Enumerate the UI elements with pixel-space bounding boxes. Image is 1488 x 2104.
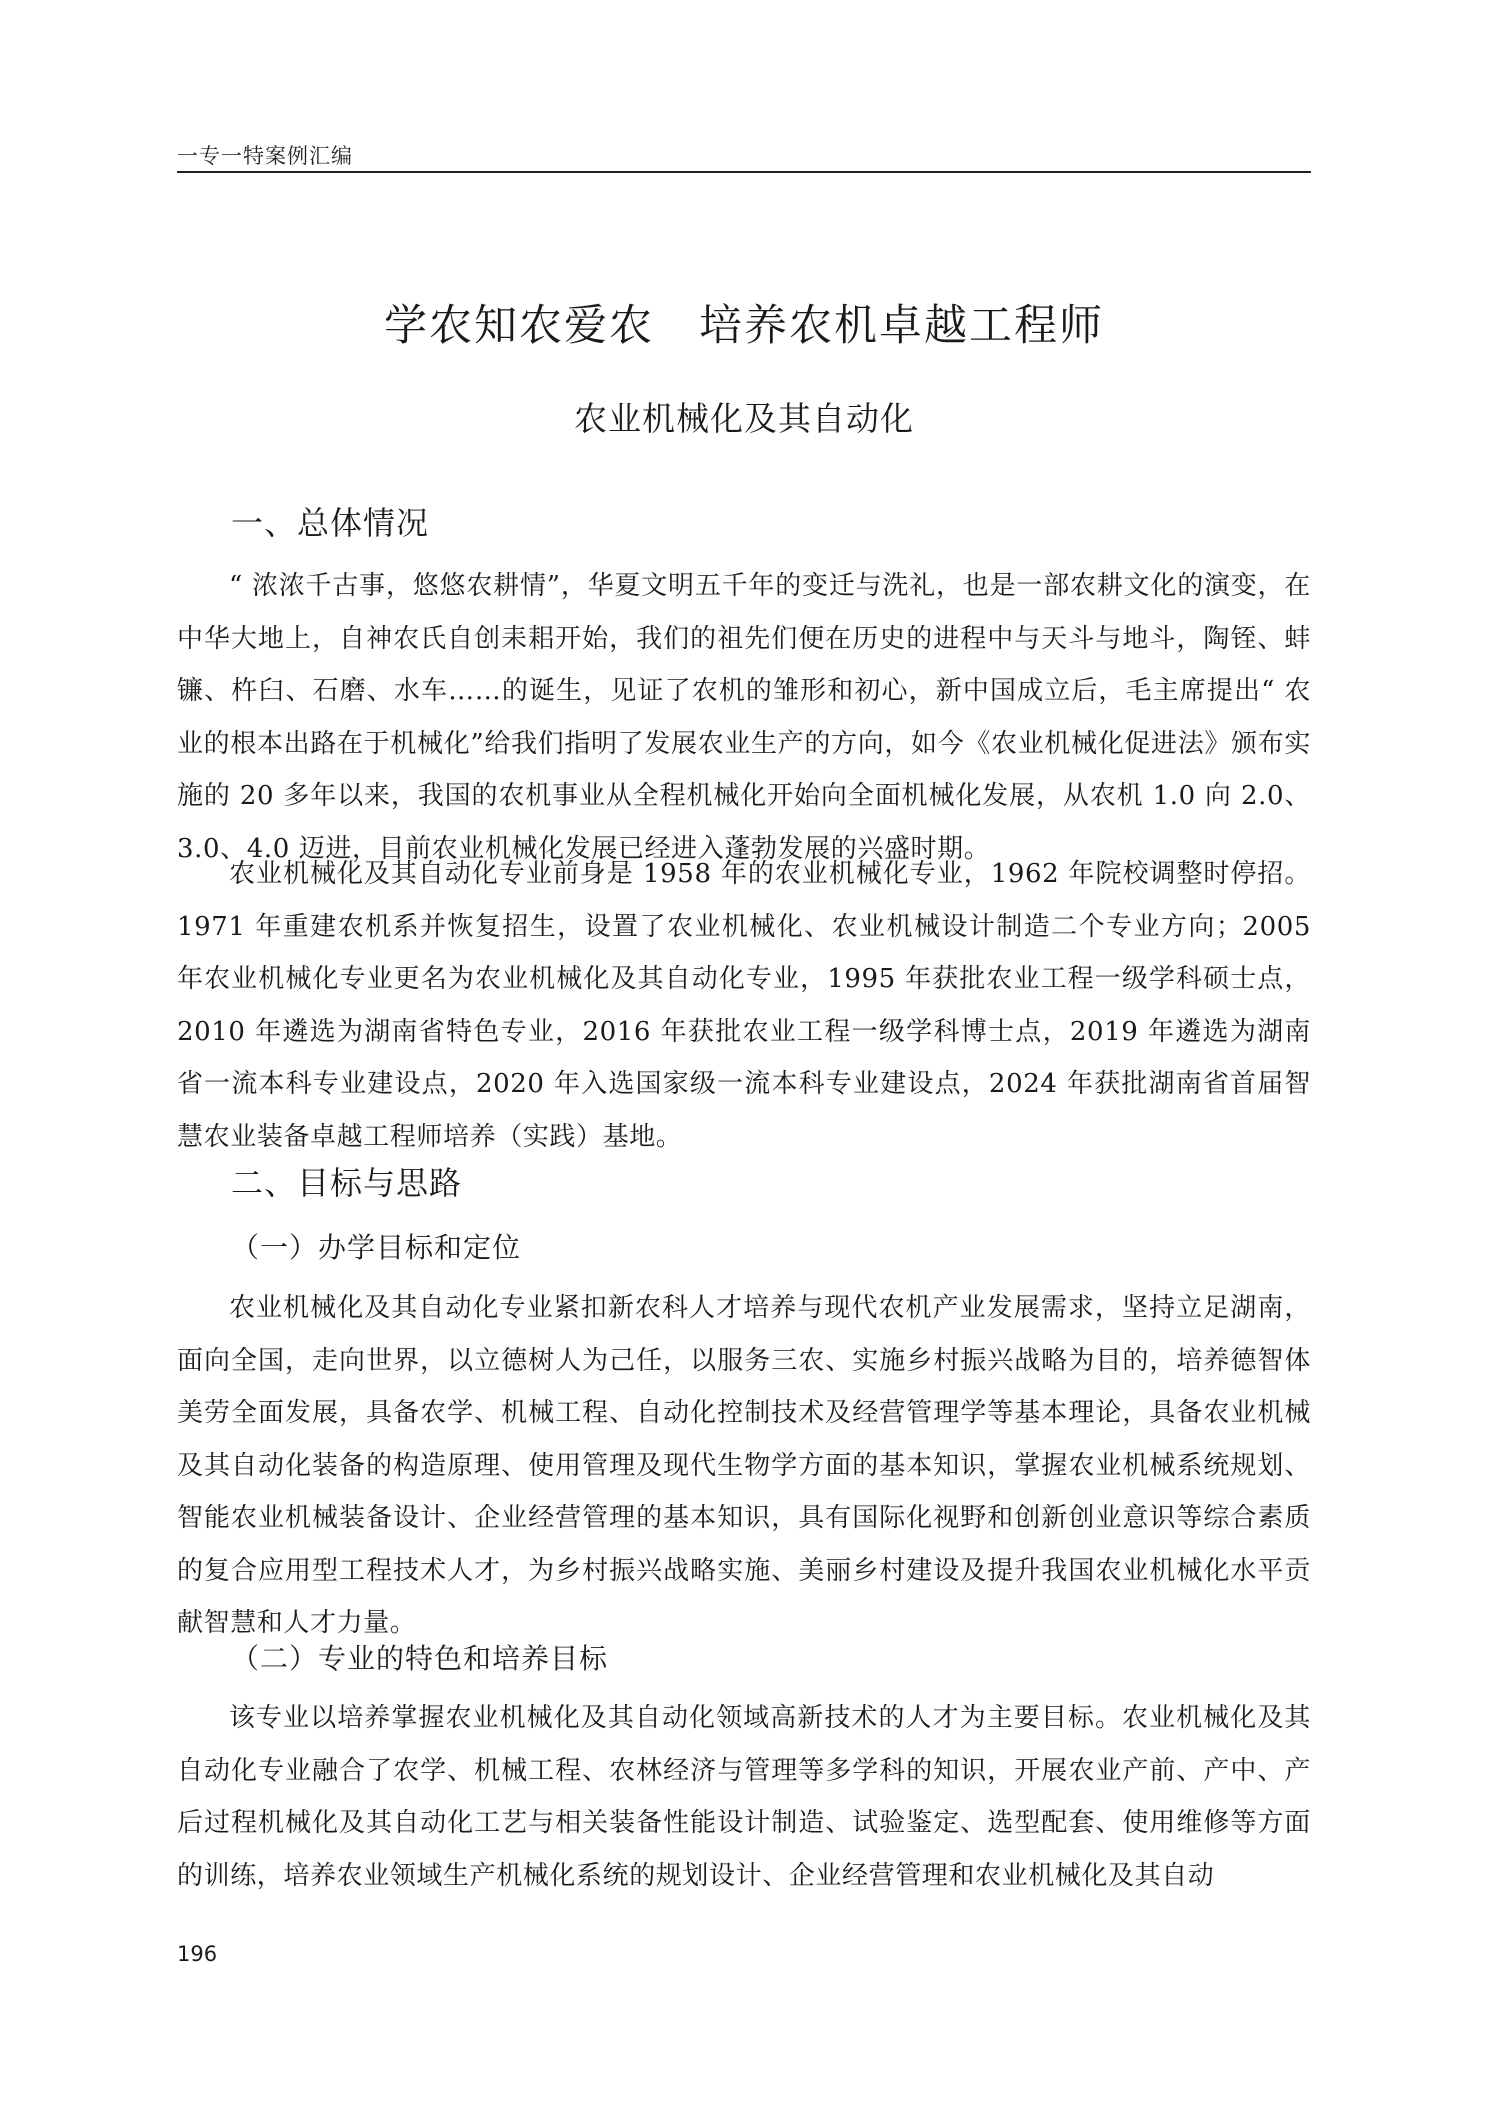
paragraph-overview-1: “ 浓浓千古事，悠悠农耕情”，华夏文明五千年的变迁与洗礼，也是一部农耕文化的演变，在中华大地上，自神农氏自创耒耜开始，我们的祖先们便在历史的进程中与天斗与地斗，陶铚、蚌镰、杵臼、石磨、水车……的诞生，见证了农机的雏形和初心，新中国成立后，毛主席提出“ 农业的根本出路在于机械化”给我们指明了发展农业生产的方向，如今《农业机械化促进法》颁布实施的 20 多年以来，我国的农机事业从全程机械化开始向全面机械化发展，从农机 1.0 向 2.0、3.0、4.0 迈进，目前农业机械化发展已经进入蓬勃发展的兴盛时期。 (177, 571, 1311, 864)
section-heading-goals: 二、目标与思路 (231, 1164, 463, 1202)
article-subtitle: 农业机械化及其自动化 (574, 399, 914, 438)
section-heading-overview: 一、总体情况 (231, 504, 430, 542)
subsection-heading-positioning: （一）办学目标和定位 (231, 1231, 522, 1264)
paragraph-overview-2: 农业机械化及其自动化专业前身是 1958 年的农业机械化专业，1962 年院校调整时停招。1971 年重建农机系并恢复招生，设置了农业机械化、农业机械设计制造二个专业方向；2005 年农业机械化专业更名为农业机械化及其自动化专业，1995 年获批农业工程一级学科硕士点，2010 年遴选为湖南省特色专业，2016 年获批农业工程一级学科博士点，2019 年遴选为湖南省一流本科专业建设点，2020 年入选国家级一流本科专业建设点，2024 年获批湖南省首届智慧农业装备卓越工程师培养（实践）基地。 (177, 859, 1311, 1152)
article-title: 学农知农爱农 培养农机卓越工程师 (384, 301, 1104, 351)
header-rule (177, 171, 1311, 173)
running-header: 一专一特案例汇编 (177, 144, 353, 168)
subsection-heading-features: （二）专业的特色和培养目标 (231, 1642, 609, 1675)
page-number: 196 (177, 1942, 218, 1966)
paragraph-positioning: 农业机械化及其自动化专业紧扣新农科人才培养与现代农机产业发展需求，坚持立足湖南，面向全国，走向世界，以立德树人为己任，以服务三农、实施乡村振兴战略为目的，培养德智体美劳全面发展，具备农学、机械工程、自动化控制技术及经营管理学等基本理论，具备农业机械及其自动化装备的构造原理、使用管理及现代生物学方面的基本知识，掌握农业机械系统规划、智能农业机械装备设计、企业经营管理的基本知识，具有国际化视野和创新创业意识等综合素质的复合应用型工程技术人才，为乡村振兴战略实施、美丽乡村建设及提升我国农业机械化水平贡献智慧和人才力量。 (177, 1293, 1311, 1638)
paragraph-features: 该专业以培养掌握农业机械化及其自动化领域高新技术的人才为主要目标。农业机械化及其自动化专业融合了农学、机械工程、农林经济与管理等多学科的知识，开展农业产前、产中、产后过程机械化及其自动化工艺与相关装备性能设计制造、试验鉴定、选型配套、使用维修等方面的训练，培养农业领域生产机械化系统的规划设计、企业经营管理和农业机械化及其自动 (177, 1703, 1311, 1891)
